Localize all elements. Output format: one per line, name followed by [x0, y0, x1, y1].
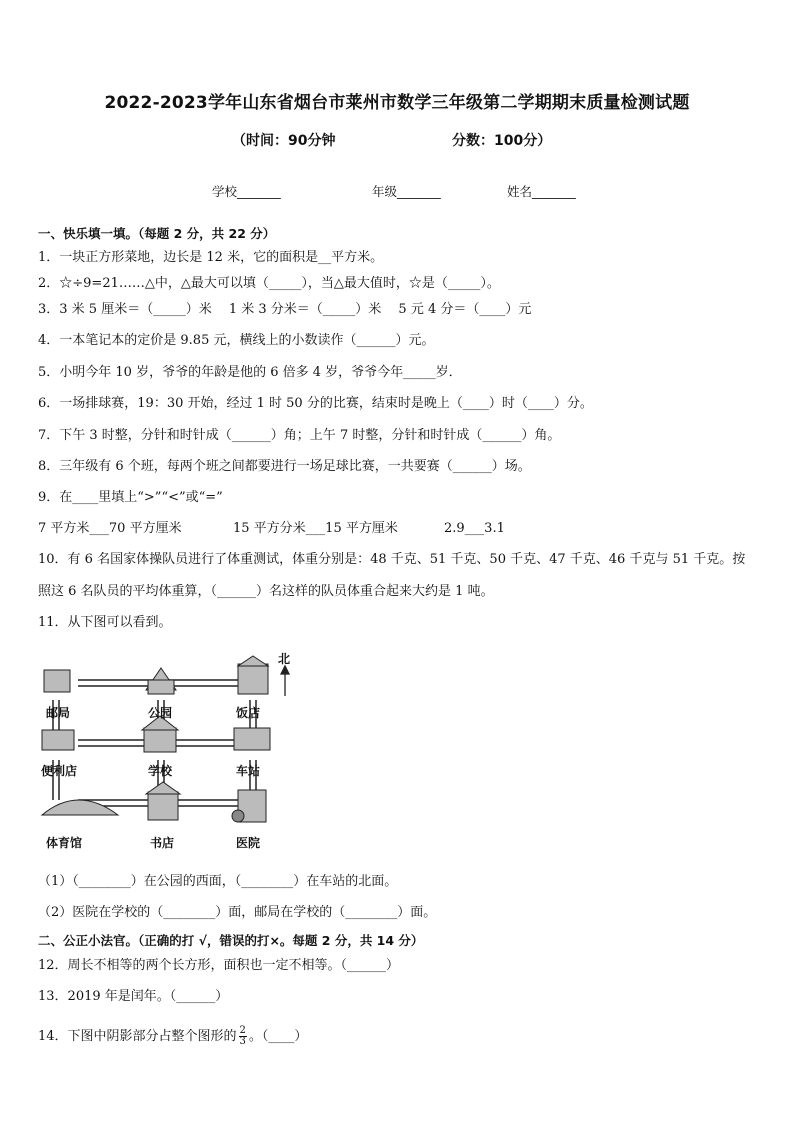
map-roads [38, 650, 298, 860]
question-9: 9．在____里填上“>”“<”或“=” [38, 490, 223, 505]
question-6: 6．一场排球赛，19：30 开始，经过 1 时 50 分的比赛，结束时是晚上（____）时（____）分。 [38, 396, 593, 411]
north-label: 北 [278, 652, 291, 666]
question-7: 7．下午 3 时整，分针和时针成（______）角；上午 7 时整，分针和时针成（______）角。 [38, 428, 561, 443]
place-station: 车站 [236, 764, 261, 778]
gym-icon [42, 800, 118, 815]
exam-score: 分数：100分） [452, 133, 552, 149]
question-11-part-1: （1）（________）在公园的西面，（________）在车站的北面。 [38, 874, 398, 889]
place-park: 公园 [148, 706, 173, 720]
question-9-item-c: 2.9___3.1 [444, 521, 505, 536]
section-2-heading: 二、公正小法官。（正确的打 √，错误的打×。每题 2 分，共 14 分） [38, 933, 424, 948]
question-1: 1．一块正方形菜地，边长是 12 米，它的面积是__平方米。 [38, 250, 384, 265]
fraction-numerator: 2 [239, 1025, 246, 1036]
question-14-answer: 。（____） [248, 1029, 308, 1044]
section-1-heading: 一、快乐填一填。（每题 2 分，共 22 分） [38, 226, 276, 241]
fraction [239, 1026, 247, 1047]
place-hospital: 医院 [236, 836, 261, 850]
question-3: 3．3 米 5 厘米＝（_____）米 1 米 3 分米＝（_____）米 5 元 4 分＝（____）元 [38, 302, 532, 317]
name-field: 姓名_______ [507, 184, 576, 199]
question-13: 13．2019 年是闰年。（______） [38, 989, 229, 1004]
question-10-line-2: 照这 6 名队员的平均体重算，（______）名这样的队员体重合起来大约是 1 吨。 [38, 584, 494, 599]
question-11-part-2: （2）医院在学校的（________）面，邮局在学校的（________）面。 [38, 905, 437, 920]
fraction-denominator: 3 [239, 1036, 246, 1047]
exam-time: （时间：90分钟 [232, 133, 336, 149]
grade-field: 年级_______ [372, 184, 441, 199]
question-4: 4．一本笔记本的定价是 9.85 元，横线上的小数读作（______）元。 [38, 333, 435, 348]
question-8: 8．三年级有 6 个班，每两个班之间都要进行一场足球比赛，一共要赛（______）场。 [38, 459, 531, 474]
place-post-office: 邮局 [46, 706, 71, 720]
place-convenience-store: 便利店 [41, 764, 78, 778]
question-9-item-a: 7 平方米___70 平方厘米 [38, 521, 182, 536]
page-title: 2022-2023学年山东省烟台市莱州市数学三年级第二学期期末质量检测试题 [104, 93, 690, 113]
place-gym: 体育馆 [46, 836, 83, 850]
place-school: 学校 [148, 764, 173, 778]
restaurant-icon [238, 664, 268, 694]
school-icon [144, 728, 176, 752]
question-2: 2．☆÷9=21……△中，△最大可以填（_____），当△最大值时，☆是（_____）。 [38, 276, 500, 291]
place-restaurant: 饭店 [236, 706, 261, 720]
post-office-icon [44, 670, 70, 692]
question-14 [38, 1026, 307, 1047]
school-field: 学校_______ [212, 184, 281, 199]
store-icon [42, 730, 74, 750]
question-10-line-1: 10．有 6 名国家体操队员进行了体重测试，体重分别是：48 千克、51 千克、50 千克、47 千克、46 千克与 51 千克。按 [38, 552, 746, 567]
north-arrow-icon [281, 666, 289, 696]
place-bookstore: 书店 [150, 836, 175, 850]
station-icon [234, 728, 270, 750]
question-14-text: 14．下图中阴影部分占整个图形的 [38, 1029, 237, 1044]
question-9-item-b: 15 平方分米___15 平方厘米 [233, 521, 398, 536]
question-12: 12．周长不相等的两个长方形，面积也一定不相等。（______） [38, 958, 400, 973]
question-11: 11．从下图可以看到。 [38, 615, 172, 630]
bookstore-icon [148, 792, 178, 820]
question-5: 5．小明今年 10 岁，爷爷的年龄是他的 6 倍多 4 岁，爷爷今年_____岁． [38, 365, 462, 380]
direction-map [38, 650, 298, 860]
